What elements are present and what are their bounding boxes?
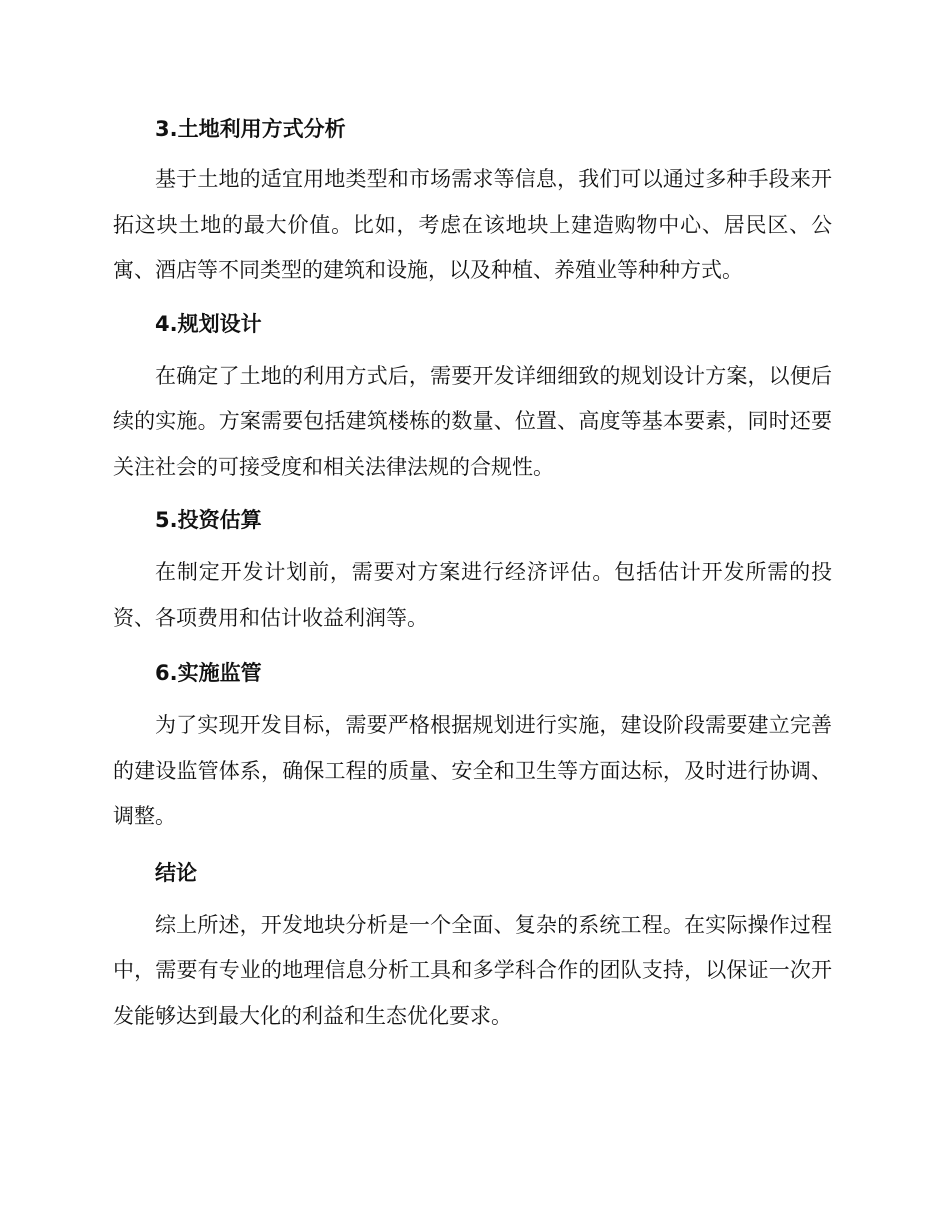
section-heading-implementation-supervision: 6.实施监管 <box>155 661 262 685</box>
section-heading-planning-design: 4.规划设计 <box>155 311 262 336</box>
section-paragraph-land-use: 基于土地的适宜用地类型和市场需求等信息，我们可以通过多种手段来开拓这块土地的最大价值。比如，考虑在该地块上建造购物中心、居民区、公寓、酒店等不同类型的建筑和设施，以及种植、养殖业等种种方式。 <box>113 167 832 282</box>
section-heading-investment-estimate: 5.投资估算 <box>155 508 262 532</box>
section-paragraph-investment-estimate: 在制定开发计划前，需要对方案进行经济评估。包括估计开发所需的投资、各项费用和估计收益利润等。 <box>113 560 832 630</box>
section-heading-conclusion: 结论 <box>155 860 197 885</box>
section-paragraph-conclusion: 综上所述，开发地块分析是一个全面、复杂的系统工程。在实际操作过程中，需要有专业的地理信息分析工具和多学科合作的团队支持，以保证一次开发能够达到最大化的利益和生态优化要求。 <box>113 912 832 1028</box>
section-paragraph-implementation-supervision: 为了实现开发目标，需要严格根据规划进行实施，建设阶段需要建立完善的建设监管体系，确保工程的质量、安全和卫生等方面达标，及时进行协调、调整。 <box>113 713 832 828</box>
section-paragraph-planning-design: 在确定了土地的利用方式后，需要开发详细细致的规划设计方案，以便后续的实施。方案需要包括建筑楼栋的数量、位置、高度等基本要素，同时还要关注社会的可接受度和相关法律法规的合规性。 <box>113 363 832 479</box>
section-heading-land-use: 3.土地利用方式分析 <box>155 117 346 141</box>
